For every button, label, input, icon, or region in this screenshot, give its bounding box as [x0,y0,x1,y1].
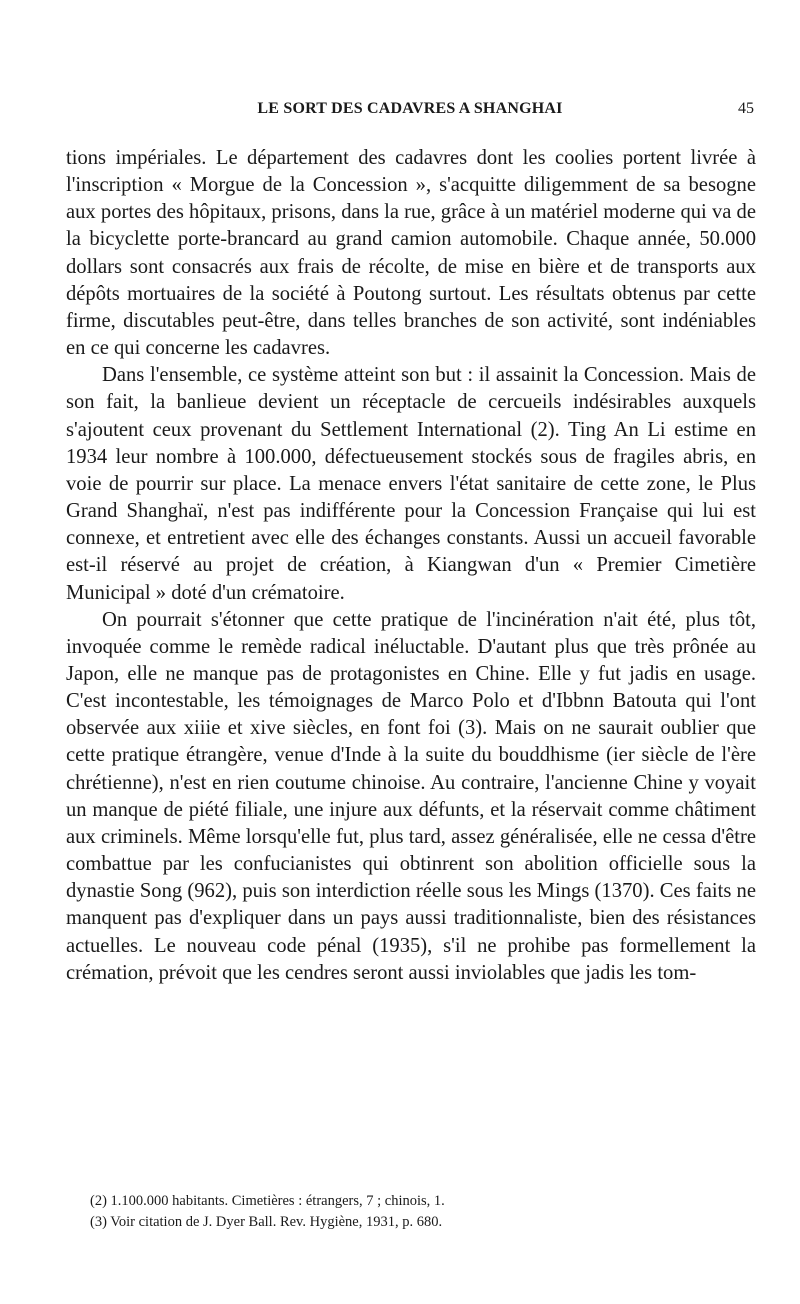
footnote: (2) 1.100.000 habitants. Cimetières : étrangers, 7 ; chinois, 1. [90,1193,445,1209]
page-number: 45 [738,100,754,117]
footnote: (3) Voir citation de J. Dyer Ball. Rev. Hygiène, 1931, p. 680. [90,1214,443,1230]
running-head [66,100,754,126]
paragraph: Dans l'ensemble, ce système atteint son but : il assainit la Concession. Mais de son fait, la banlieue devient un réceptacle de cercueils indésirables auxquels s'ajoutent ceux provenant du Settlement International (2). Ting An Li estime en 1934 leur nombre à 100.000, défectueusement stockés sous de fragiles abris, en voie de pourrir sur place. La menace envers l'état sanitaire de cette zone, le Plus Grand Shanghaï, n'est pas indifférente pour la Concession Française qui lui est connexe, et entretient avec elle des échanges constants. Aussi un accueil favorable est-il réservé au projet de création, à Kiangwan d'un « Premier Cimetière Municipal » doté d'un crématoire. [66,364,756,604]
paragraph: On pourrait s'étonner que cette pratique de l'incinération n'ait été, plus tôt, invoquée comme le remède radical inéluctable. D'autant plus que très prônée au Japon, elle ne manque pas de protagonistes en Chine. Elle y fut jadis en usage. C'est incontestable, les témoignages de Marco Polo et d'Ibbnn Batouta qui l'ont observée aux xiiie et xive siècles, en font foi (3). Mais on ne saurait oublier que cette pratique étrangère, venue d'Inde à la suite du bouddhisme (ier siècle de l'ère chrétienne), n'est en rien coutume chinoise. Au contraire, l'ancienne Chine y voyait un manque de piété filiale, une injure aux défunts, et la réservait comme châtiment aux criminels. Même lorsqu'elle fut, plus tard, assez généralisée, elle ne cessa d'être combattue par les confucianistes qui obtinrent son abolition officielle sous la dynastie Song (962), puis son interdiction réelle sous les Mings (1370). Ces faits ne manquent pas d'expliquer dans un pays aussi traditionnaliste, bien des résistances actuelles. Le nouveau code pénal (1935), s'il ne prohibe pas formellement la crémation, prévoit que les cendres seront aussi inviolables que jadis les tom- [66,608,756,984]
paragraph: tions impériales. Le département des cadavres dont les coolies portent livrée à l'inscription « Morgue de la Concession », s'acquitte diligemment de sa besogne aux portes des hôpitaux, prisons, dans la rue, grâce à un matériel moderne qui va de la bicyclette porte-brancard au grand camion automobile. Chaque année, 50.000 dollars sont consacrés aux frais de récolte, de mise en bière et de transports aux dépôts mortuaires de la société à Poutong surtout. Les résultats obtenus par cette firme, discutables peut-être, dans telles branches de son activité, sont indéniables en ce qui concerne les cadavres. [66,147,756,360]
running-title: LE SORT DES CADAVRES A SHANGHAI [257,100,563,117]
footnotes [66,1191,756,1233]
body-text [66,145,756,987]
